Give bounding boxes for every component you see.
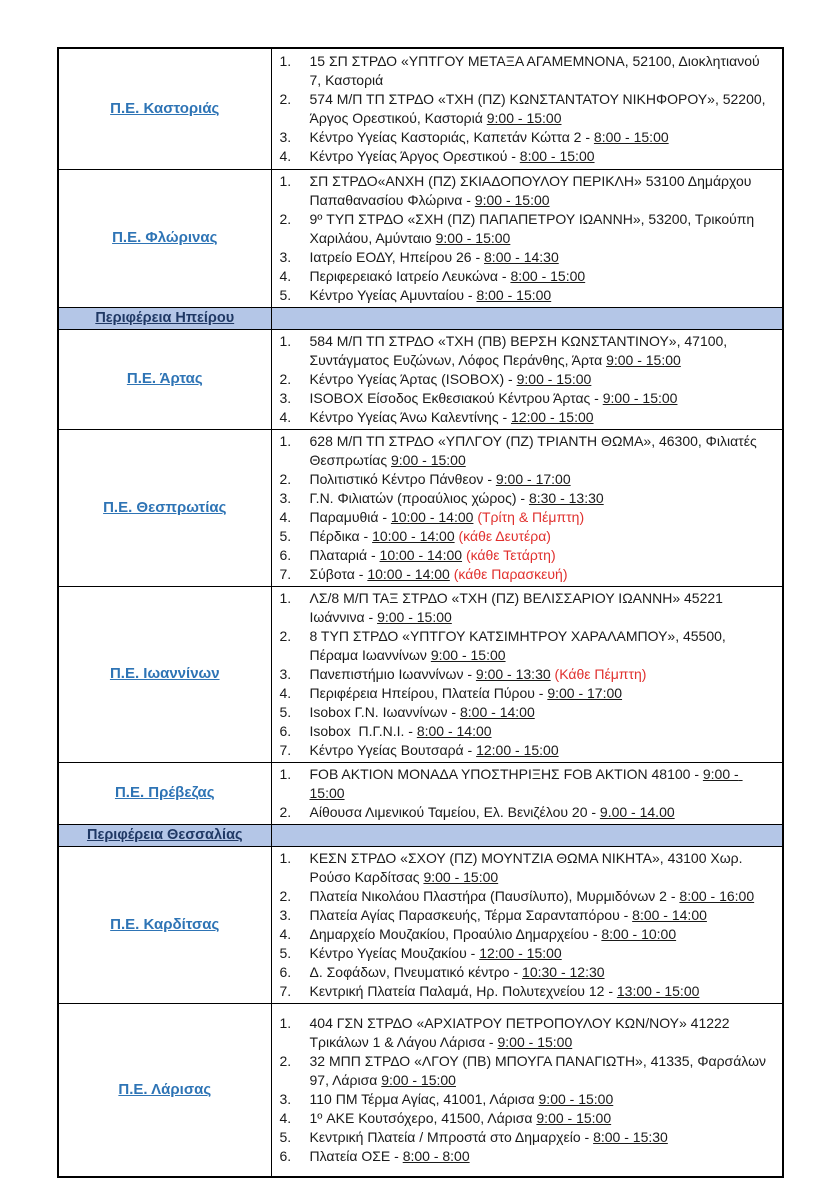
region-group-row: [58, 307, 783, 329]
item-text: [310, 684, 777, 703]
item-text: [310, 665, 777, 684]
item-text: [310, 944, 777, 963]
location-item: [280, 1147, 777, 1166]
item-number: 7.: [279, 741, 292, 758]
schedule-note: (κάθε Τετάρτη): [465, 546, 556, 563]
location-item: [280, 508, 777, 527]
item-number: 2.: [279, 370, 292, 387]
locations-list: [272, 1014, 779, 1166]
item-number: 3.: [279, 389, 292, 406]
location-text: Δ. Σοφάδων, Πνευματικό κέντρο -: [309, 963, 523, 980]
item-number: 2.: [279, 627, 292, 644]
region-link[interactable]: Π.Ε. Καστοριάς: [110, 99, 220, 117]
item-text: [310, 389, 777, 408]
hours-text: 9:00 - 15:00: [516, 370, 592, 387]
hours-text: 9:00 - 15:00: [377, 608, 452, 625]
item-text: [310, 703, 777, 722]
item-text: [310, 1014, 777, 1052]
item-number: 5.: [279, 1128, 292, 1145]
location-text: Σύβοτα -: [309, 565, 368, 582]
location-text: Αίθουσα Λιμενικού Ταμείου, Ελ. Βενιζέλου 20 -: [309, 803, 600, 820]
location-item: [280, 489, 777, 508]
region-section-row: [58, 169, 783, 307]
location-text: Παραμυθιά -: [309, 508, 391, 525]
hours-text: 9:00 - 15:00: [602, 389, 678, 406]
item-text: [310, 1109, 777, 1128]
hours-text: 8:00 - 14:00: [416, 722, 492, 739]
hours-text: 8:00 - 14:00: [632, 906, 707, 923]
region-group-label: Περιφέρεια Ηπείρου: [95, 310, 235, 326]
hours-text: 8:00 - 8:00: [402, 1147, 470, 1164]
hours-text: 9:00 - 17:00: [547, 684, 623, 701]
item-number: 5.: [279, 944, 292, 961]
location-item: [280, 267, 777, 286]
hours-text: 13:00 - 15:00: [616, 982, 700, 999]
item-text: [310, 565, 777, 584]
item-number: 6.: [279, 963, 292, 980]
hours-text: 8:00 - 16:00: [679, 887, 755, 904]
location-text: Πλατεία Αγίας Παρασκευής, Τέρμα Σαρανταπόρου -: [309, 906, 633, 923]
location-text: 9º ΤΥΠ ΣΤΡΔΟ «ΣΧΗ (ΠΖ) ΠΑΠΑΠΕΤΡΟΥ ΙΩΑΝΝΗ», 53200, Τρικούπη Χαριλάου, Αμύνταιο: [309, 210, 759, 246]
region-group-header-cell: [58, 824, 271, 846]
regions-table-body: [58, 48, 783, 1177]
item-number: 5.: [279, 703, 292, 720]
location-item: [280, 52, 777, 90]
regions-schedule-table: [57, 47, 784, 1178]
item-number: 4.: [279, 408, 292, 425]
location-item: [280, 849, 777, 887]
location-item: [280, 684, 777, 703]
hours-text: 9:00 - 15:00: [309, 765, 743, 801]
item-text: [310, 765, 777, 803]
location-item: [280, 370, 777, 389]
hours-text: 9:00 - 15:00: [606, 351, 681, 368]
location-text: 15 ΣΠ ΣΤΡΔΟ «ΥΠΤΓΟΥ ΜΕΤΑΞΑ ΑΓΑΜΕΜΝΟΝΑ, 52100, Διοκλητιανού 7, Καστοριά: [309, 52, 764, 88]
region-cell: [58, 48, 271, 169]
location-item: [280, 627, 777, 665]
item-text: [310, 589, 777, 627]
location-item: [280, 1109, 777, 1128]
item-text: [310, 906, 777, 925]
item-number: 1.: [279, 172, 292, 189]
locations-list: [272, 765, 779, 822]
location-text: ISOBOX Είσοδος Εκθεσιακού Κέντρου Άρτας -: [309, 389, 603, 406]
locations-cell: [271, 329, 783, 429]
hours-text: 8:00 - 15:00: [476, 286, 552, 303]
item-number: 1.: [279, 432, 292, 449]
locations-cell: [271, 1003, 783, 1177]
item-number: 2.: [279, 1052, 292, 1069]
location-item: [280, 722, 777, 741]
locations-cell: [271, 762, 783, 824]
item-number: 6.: [279, 1147, 292, 1164]
location-item: [280, 1128, 777, 1147]
region-section-row: [58, 1003, 783, 1177]
item-text: [310, 470, 777, 489]
hours-text: 9.00 - 14.00: [599, 803, 675, 820]
location-text: ΛΣ/8 Μ/Π ΤΑΞ ΣΤΡΔΟ «ΤΧΗ (ΠΖ) ΒΕΛΙΣΣΑΡΙΟΥ ΙΩΑΝΝΗ» 45221 Ιωάννινα -: [309, 589, 727, 625]
location-item: [280, 389, 777, 408]
item-text: [310, 722, 777, 741]
location-text: 584 Μ/Π ΤΠ ΣΤΡΔΟ «ΤΧΗ (ΠΒ) ΒΕΡΣΗ ΚΩΝΣΤΑΝΤΙΝΟΥ», 47100, Συντάγματος Ευζώνων, Λόφος Περάνθης, Άρτα: [309, 332, 732, 368]
locations-list: [272, 432, 779, 584]
hours-text: 9:00 - 15:00: [435, 229, 511, 246]
locations-list: [272, 172, 779, 305]
item-number: 6.: [279, 722, 292, 739]
region-group-empty-cell: [271, 307, 783, 329]
item-number: 2.: [279, 887, 292, 904]
location-item: [280, 944, 777, 963]
region-group-label: Περιφέρεια Θεσσαλίας: [86, 827, 243, 843]
item-text: [310, 627, 777, 665]
hours-text: 10:00 - 14:00: [379, 546, 463, 563]
hours-text: 8:00 - 14:30: [484, 248, 559, 265]
locations-cell: [271, 586, 783, 762]
location-item: [280, 128, 777, 147]
item-text: [310, 432, 777, 470]
hours-text: 9:00 - 15:00: [536, 1109, 612, 1126]
schedule-note: (κάθε Παρασκευή): [453, 565, 568, 582]
item-number: 3.: [279, 248, 292, 265]
item-number: 4.: [279, 684, 292, 701]
region-section-row: [58, 846, 783, 1003]
locations-cell: [271, 169, 783, 307]
item-text: [310, 210, 777, 248]
region-cell: [58, 762, 271, 824]
region-link[interactable]: Π.Ε. Άρτας: [126, 370, 203, 387]
item-text: [310, 1052, 777, 1090]
location-item: [280, 982, 777, 1001]
location-item: [280, 172, 777, 210]
region-link[interactable]: Π.Ε. Φλώρινας: [112, 229, 218, 246]
item-number: 2.: [279, 210, 292, 227]
location-item: [280, 90, 777, 128]
item-number: 1.: [279, 589, 292, 606]
location-item: [280, 470, 777, 489]
region-cell: [58, 169, 271, 307]
item-number: 2.: [279, 470, 292, 487]
item-number: 3.: [279, 906, 292, 923]
region-cell: [58, 329, 271, 429]
location-text: 110 ΠΜ Τέρμα Αγίας, 41001, Λάρισα: [309, 1090, 539, 1107]
hours-text: 9:00 - 15:00: [391, 451, 466, 468]
hours-text: 12:00 - 15:00: [476, 741, 559, 758]
hours-text: 10:00 - 14:00: [367, 565, 450, 582]
locations-list: [272, 332, 779, 427]
region-group-empty-cell: [271, 824, 783, 846]
location-text: Isobox Π.Γ.Ν.Ι. -: [309, 722, 417, 739]
item-number: 5.: [279, 286, 292, 303]
location-text: Ιατρείο ΕΟΔΥ, Ηπείρου 26 -: [309, 248, 485, 265]
location-text: 404 ΓΣΝ ΣΤΡΔΟ «ΑΡΧΙΑΤΡΟΥ ΠΕΤΡΟΠΟΥΛΟΥ ΚΩΝ/ΝΟΥ» 41222 Τρικάλων 1 & Λάγου Λάρισα -: [309, 1014, 734, 1050]
location-text: Πανεπιστήμιο Ιωαννίνων -: [309, 665, 476, 682]
item-text: [310, 1090, 777, 1109]
item-number: 1.: [279, 1014, 292, 1031]
location-item: [280, 210, 777, 248]
item-number: 4.: [279, 1109, 292, 1126]
hours-text: 8:00 - 14:00: [460, 703, 535, 720]
region-section-row: [58, 586, 783, 762]
schedule-note: (Τρίτη & Πέμπτη): [477, 508, 585, 525]
locations-list: [272, 589, 779, 760]
location-item: [280, 248, 777, 267]
hours-text: 8:30 - 13:30: [528, 489, 604, 506]
locations-cell: [271, 48, 783, 169]
item-text: [310, 408, 777, 427]
location-item: [280, 765, 777, 803]
location-text: Πλατεία Νικολάου Πλαστήρα (Παυσίλυπο), Μυρμιδόνων 2 -: [309, 887, 680, 904]
location-text: 8 ΤΥΠ ΣΤΡΔΟ «ΥΠΤΓΟΥ ΚΑΤΣΙΜΗΤΡΟΥ ΧΑΡΑΛΑΜΠΟΥ», 45500, Πέραμα Ιωαννίνων: [309, 627, 730, 663]
item-number: 2.: [279, 90, 292, 107]
item-number: 6.: [279, 546, 292, 563]
region-link[interactable]: Π.Ε. Λάρισας: [118, 1080, 212, 1098]
location-text: Δημαρχείο Μουζακίου, Προαύλιο Δημαρχείου -: [309, 925, 602, 942]
region-section-row: [58, 762, 783, 824]
location-item: [280, 432, 777, 470]
hours-text: 12:00 - 15:00: [479, 944, 562, 961]
region-group-header-cell: [58, 307, 271, 329]
hours-text: 12:00 - 15:00: [511, 408, 594, 425]
item-number: 4.: [279, 147, 292, 164]
hours-text: 9:00 - 15:00: [381, 1071, 456, 1088]
region-cell: [58, 586, 271, 762]
location-item: [280, 803, 777, 822]
hours-text: 10:00 - 14:00: [390, 508, 474, 525]
region-link[interactable]: Π.Ε. Πρέβεζας: [114, 784, 215, 801]
location-item: [280, 565, 777, 584]
item-text: [310, 546, 777, 565]
hours-text: 8:00 - 15:00: [593, 128, 669, 145]
location-item: [280, 703, 777, 722]
hours-text: 8:00 - 15:00: [510, 267, 586, 284]
region-link[interactable]: Π.Ε. Καρδίτσας: [110, 915, 220, 933]
hours-text: 9:00 - 15:00: [486, 109, 562, 126]
location-text: Κέντρο Υγείας Άνω Καλεντίνης -: [309, 408, 512, 425]
item-text: [310, 741, 777, 760]
item-text: [310, 147, 777, 166]
item-text: [310, 267, 777, 286]
schedule-note: (κάθε Δευτέρα): [458, 527, 551, 544]
location-text: Κέντρο Υγείας Αμυνταίου -: [309, 286, 477, 303]
region-group-row: [58, 824, 783, 846]
item-number: 1.: [279, 765, 292, 782]
item-text: [310, 286, 777, 305]
location-text: Κέντρο Υγείας Άργος Ορεστικού -: [309, 147, 520, 164]
location-text: Πέρδικα -: [309, 527, 373, 544]
locations-cell: [271, 846, 783, 1003]
item-number: 3.: [279, 128, 292, 145]
location-text: FOB AKTION ΜΟΝΑΔΑ ΥΠΟΣΤΗΡΙΞΗΣ FOB AKTION 48100 -: [309, 765, 703, 782]
location-item: [280, 925, 777, 944]
location-item: [280, 408, 777, 427]
region-link[interactable]: Π.Ε. Θεσπρωτίας: [103, 498, 227, 516]
hours-text: 10:00 - 14:00: [372, 527, 455, 544]
item-number: 2.: [279, 803, 292, 820]
location-item: [280, 1014, 777, 1052]
hours-text: 8:00 - 15:00: [519, 147, 595, 164]
location-text: 32 ΜΠΠ ΣΤΡΔΟ «ΛΓΟΥ (ΠΒ) ΜΠΟΥΓΑ ΠΑΝΑΓΙΩΤΗ», 41335, Φαρσάλων 97, Λάρισα: [309, 1052, 770, 1088]
location-text: Κεντρική Πλατεία / Μπροστά στο Δημαρχείο -: [309, 1128, 594, 1145]
item-text: [310, 527, 777, 546]
location-text: Περιφέρεια Ηπείρου, Πλατεία Πύρου -: [309, 684, 548, 701]
location-text: Κέντρο Υγείας Μουζακίου -: [309, 944, 480, 961]
item-text: [310, 172, 777, 210]
location-text: Πλαταριά -: [309, 546, 380, 563]
location-item: [280, 332, 777, 370]
location-text: Πολιτιστικό Κέντρο Πάνθεον -: [309, 470, 496, 487]
location-text: Κεντρική Πλατεία Παλαμά, Ηρ. Πολυτεχνείου 12 -: [309, 982, 617, 999]
hours-text: 9:00 - 13:30: [475, 665, 551, 682]
item-text: [310, 849, 777, 887]
location-item: [280, 1052, 777, 1090]
location-text: 628 Μ/Π ΤΠ ΣΤΡΔΟ «ΥΠΛΓΟΥ (ΠΖ) ΤΡΙΑΝΤΗ ΘΩΜΑ», 46300, Φιλιατές Θεσπρωτίας: [309, 432, 761, 468]
region-section-row: [58, 48, 783, 169]
region-cell: [58, 846, 271, 1003]
location-text: Isobox Γ.Ν. Ιωαννίνων -: [309, 703, 460, 720]
location-text: 574 Μ/Π ΤΠ ΣΤΡΔΟ «ΤΧΗ (ΠΖ) ΚΩΝΣΤΑΝΤΑΤΟΥ ΝΙΚΗΦΟΡΟΥ», 52200, Άργος Ορεστικού, Καστοριά: [309, 90, 769, 126]
hours-text: 10:30 - 12:30: [522, 963, 605, 980]
item-number: 1.: [279, 849, 292, 866]
item-text: [310, 1128, 777, 1147]
schedule-note: (Κάθε Πέμπτη): [554, 665, 647, 682]
hours-text: 9:00 - 17:00: [495, 470, 571, 487]
item-text: [310, 52, 777, 90]
item-number: 3.: [279, 1090, 292, 1107]
hours-text: 9:00 - 15:00: [497, 1033, 573, 1050]
item-number: 4.: [279, 925, 292, 942]
item-number: 1.: [279, 52, 292, 69]
item-text: [310, 963, 777, 982]
item-text: [310, 489, 777, 508]
item-text: [310, 128, 777, 147]
locations-list: [272, 849, 779, 1001]
location-text: Κέντρο Υγείας Βουτσαρά -: [309, 741, 477, 758]
hours-text: 9:00 - 15:00: [423, 868, 499, 885]
location-item: [280, 1090, 777, 1109]
hours-text: 9:00 - 15:00: [474, 191, 550, 208]
item-number: 7.: [279, 565, 292, 582]
item-text: [310, 370, 777, 389]
location-text: Περιφερειακό Ιατρείο Λευκώνα -: [309, 267, 511, 284]
item-text: [310, 332, 777, 370]
item-text: [310, 925, 777, 944]
location-item: [280, 286, 777, 305]
hours-text: 8:00 - 10:00: [601, 925, 677, 942]
location-text: Γ.Ν. Φιλιατών (προαύλιος χώρος) -: [309, 489, 529, 506]
region-link[interactable]: Π.Ε. Ιωαννίνων: [109, 665, 220, 682]
location-item: [280, 906, 777, 925]
item-number: 7.: [279, 982, 292, 999]
location-item: [280, 963, 777, 982]
item-number: 4.: [279, 508, 292, 525]
item-number: 5.: [279, 527, 292, 544]
location-item: [280, 147, 777, 166]
location-item: [280, 589, 777, 627]
hours-text: 9:00 - 15:00: [430, 646, 506, 663]
item-text: [310, 887, 777, 906]
item-text: [310, 508, 777, 527]
location-text: Κέντρο Υγείας Καστοριάς, Καπετάν Κώττα 2 -: [309, 128, 594, 145]
location-text: Κέντρο Υγείας Άρτας (ISOBOX) -: [309, 370, 517, 387]
location-text: ΚΕΣΝ ΣΤΡΔΟ «ΣΧΟΥ (ΠΖ) ΜΟΥΝΤΖΙΑ ΘΩΜΑ ΝΙΚΗΤΑ», 43100 Χωρ. Ρούσο Καρδίτσας: [309, 849, 747, 885]
item-number: 4.: [279, 267, 292, 284]
region-section-row: [58, 329, 783, 429]
item-number: 1.: [279, 332, 292, 349]
locations-cell: [271, 429, 783, 586]
location-item: [280, 546, 777, 565]
item-text: [310, 982, 777, 1001]
location-item: [280, 887, 777, 906]
item-text: [310, 248, 777, 267]
locations-list: [272, 52, 779, 166]
location-text: ΣΠ ΣΤΡΔΟ«ΑΝΧΗ (ΠΖ) ΣΚΙΑΔΟΠΟΥΛΟΥ ΠΕΡΙΚΛΗ» 53100 Δημάρχου Παπαθανασίου Φλώρινα -: [309, 172, 756, 208]
item-text: [310, 90, 777, 128]
hours-text: 9:00 - 15:00: [538, 1090, 614, 1107]
item-text: [310, 803, 777, 822]
item-text: [310, 1147, 777, 1166]
region-cell: [58, 429, 271, 586]
region-cell: [58, 1003, 271, 1177]
hours-text: 8:00 - 15:30: [593, 1128, 668, 1145]
item-number: 3.: [279, 489, 292, 506]
region-section-row: [58, 429, 783, 586]
location-text: Πλατεία ΟΣΕ -: [309, 1147, 403, 1164]
location-text: 1º ΑΚΕ Κουτσόχερο, 41500, Λάρισα: [309, 1109, 537, 1126]
location-item: [280, 741, 777, 760]
location-item: [280, 527, 777, 546]
item-number: 3.: [279, 665, 292, 682]
location-item: [280, 665, 777, 684]
